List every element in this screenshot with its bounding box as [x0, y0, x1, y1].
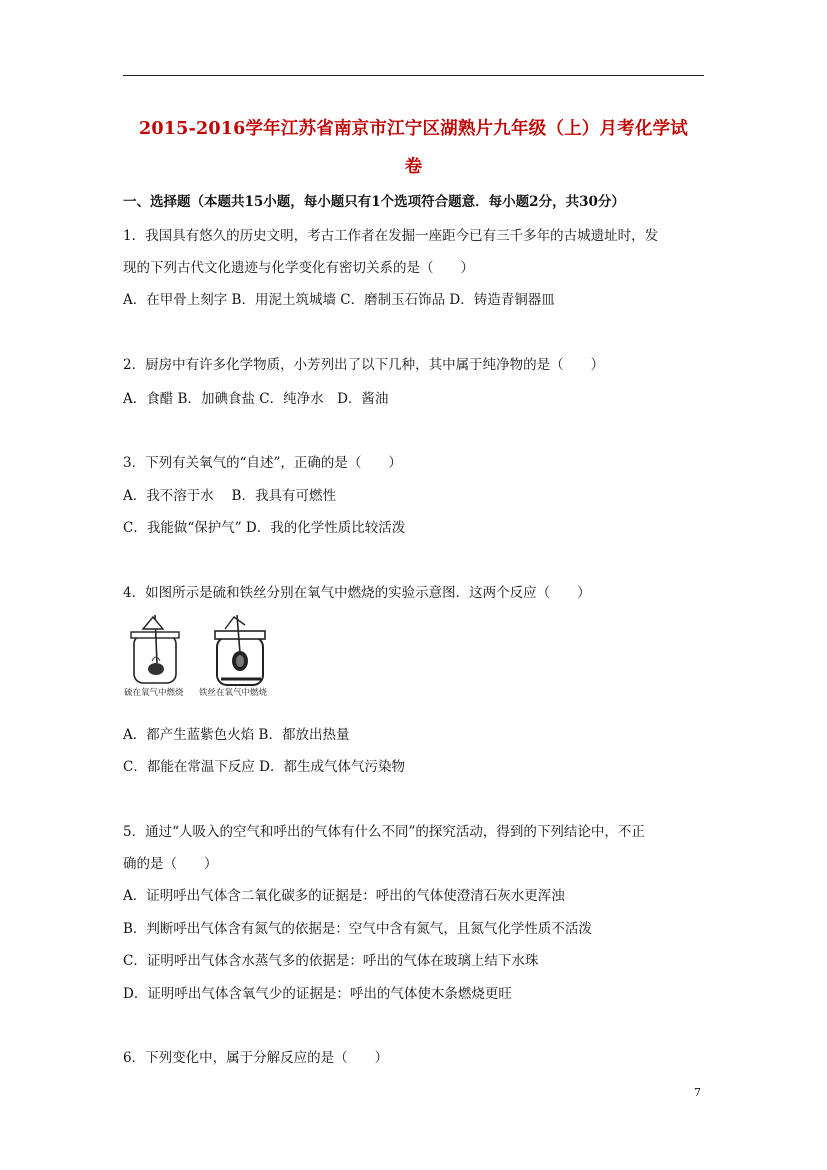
document-title-line2: 卷 [404, 157, 423, 177]
question-5-option-c: C．证明呼出气体含水蒸气多的依据是：呼出的气体在玻璃上结下水珠 [123, 953, 539, 969]
page-number: 7 [694, 1086, 701, 1099]
question-5-option-b: B．判断呼出气体含有氮气的依据是：空气中含有氮气，且氮气化学性质不活泼 [123, 921, 592, 937]
question-2-options: A．食醋 B．加碘食盐 C．纯净水 D．酱油 [123, 391, 389, 407]
question-1-stem-line1: 1．我国具有悠久的历史文明，考古工作者在发掘一座距今已有三千多年的古城遗址时，发 [123, 228, 659, 244]
question-6-stem: 6．下列变化中，属于分解反应的是（ ） [123, 1050, 389, 1066]
question-1-options: A．在甲骨上刻字 B．用泥土筑城墙 C．磨制玉石饰品 D．铸造青铜器皿 [123, 292, 555, 308]
question-1-stem-line2: 现的下列古代文化遗迹与化学变化有密切关系的是（ ） [123, 260, 474, 276]
question-5-option-d: D．证明呼出气体含氧气少的证据是：呼出的气体使木条燃烧更旺 [123, 986, 512, 1002]
document-title-line1: 2015-2016学年江苏省南京市江宁区湖熟片九年级（上）月考化学试 [139, 119, 688, 139]
figure-caption-iron: 铁丝在氧气中燃烧 [199, 688, 268, 698]
sulfur-jar-icon [131, 615, 179, 683]
question-4-stem: 4．如图所示是硫和铁丝分别在氧气中燃烧的实验示意图．这两个反应（ ） [123, 585, 591, 601]
question-2-stem: 2．厨房中有许多化学物质，小芳列出了以下几种，其中属于纯净物的是（ ） [123, 357, 605, 373]
iron-wire-jar-icon [215, 615, 265, 685]
header-rule [123, 75, 704, 76]
question-3-stem: 3．下列有关氧气的“自述”，正确的是（ ） [123, 455, 402, 471]
question-4-option-ab: A．都产生蓝紫色火焰 B．都放出热量 [123, 727, 350, 743]
question-3-option-cd: C．我能做“保护气” D．我的化学性质比较活泼 [123, 520, 406, 536]
figure-caption-sulfur: 硫在氧气中燃烧 [124, 688, 184, 698]
question-5-option-a: A．证明呼出气体含二氧化碳多的证据是：呼出的气体使澄清石灰水更浑浊 [123, 888, 565, 904]
question-5-stem-line2: 确的是（ ） [123, 856, 218, 872]
combustion-experiment-figure [121, 611, 276, 699]
question-3-option-ab: A．我不溶于水 B．我具有可燃性 [123, 488, 336, 504]
question-5-stem-line1: 5．通过“人吸入的空气和呼出的气体有什么不同”的探究活动，得到的下列结论中，不正 [123, 824, 645, 840]
section-heading: 一、选择题（本题共15小题，每小题只有1个选项符合题意．每小题2分，共30分） [123, 194, 625, 210]
question-4-option-cd: C．都能在常温下反应 D．都生成气体气污染物 [123, 759, 405, 775]
